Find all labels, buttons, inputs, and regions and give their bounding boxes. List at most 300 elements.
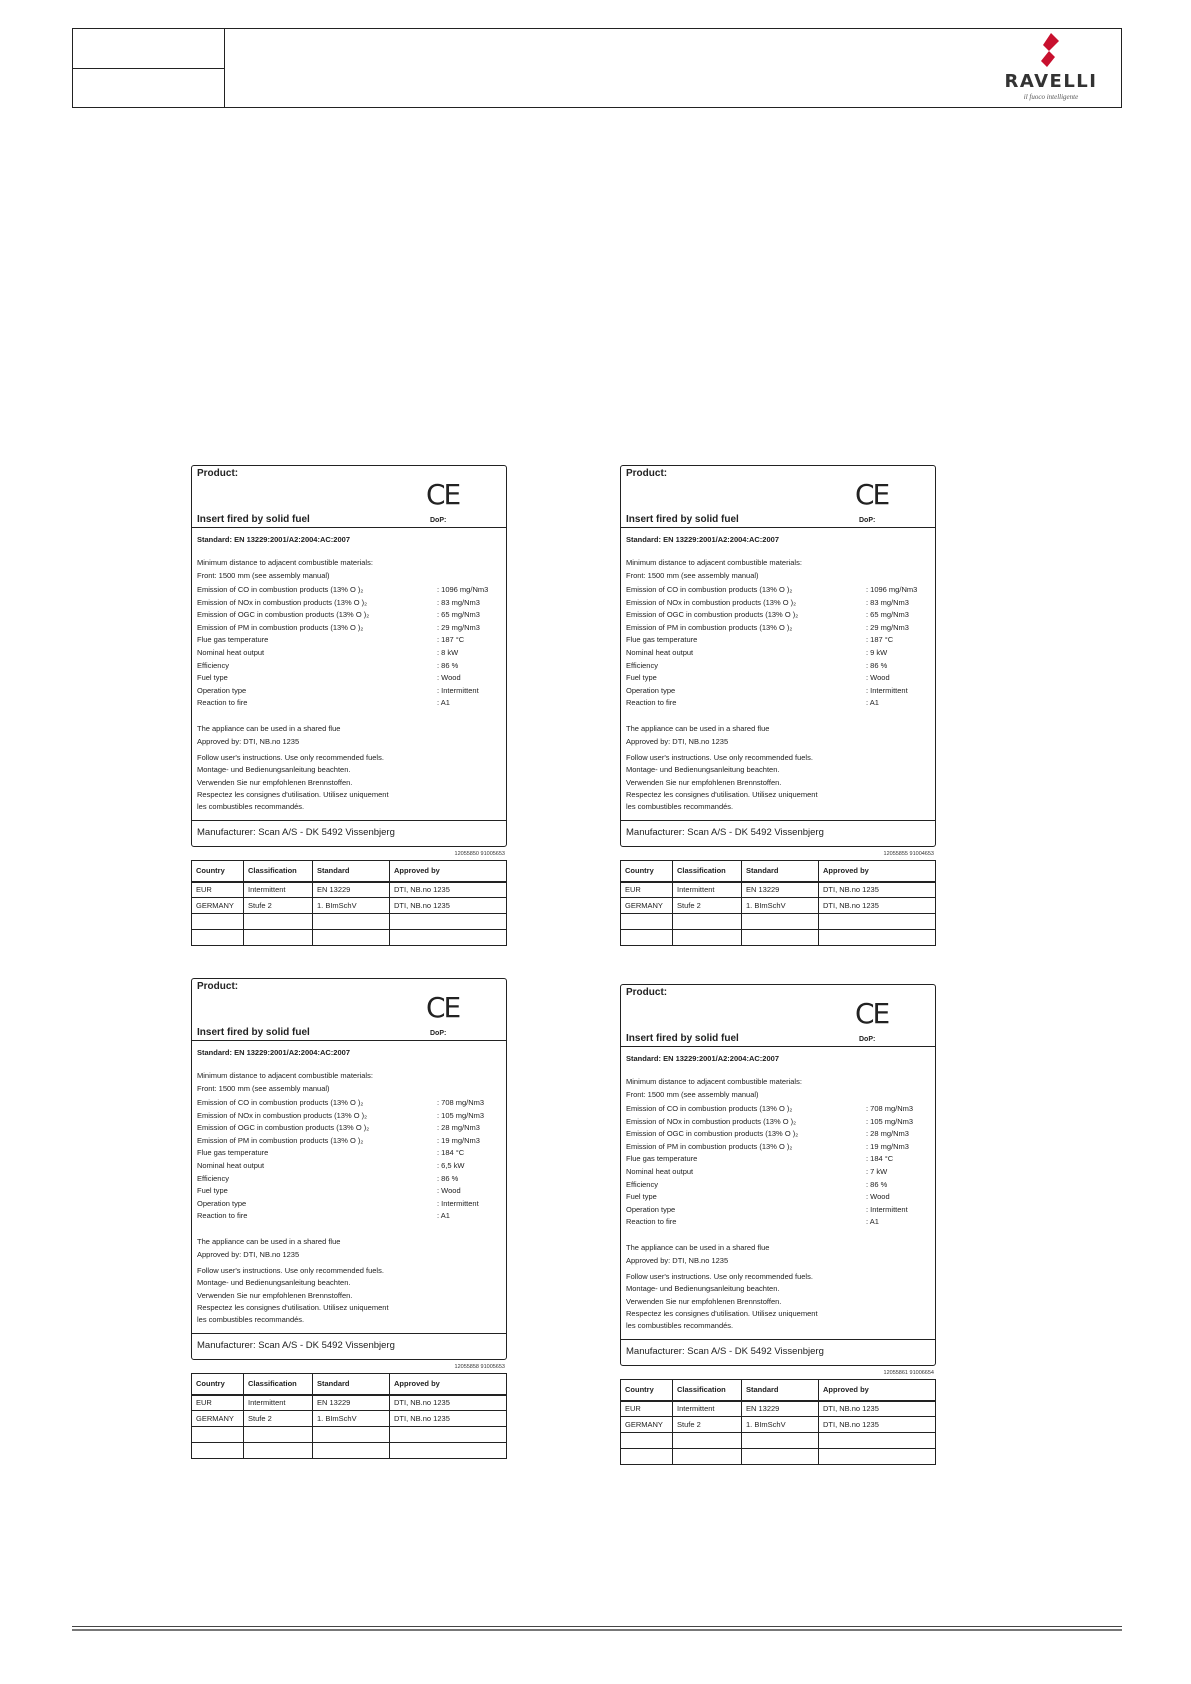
spec-row [626, 1153, 930, 1166]
table-cell [621, 914, 673, 930]
spec-label: Operation type [626, 1204, 676, 1214]
min-distance-title: Minimum distance to adjacent combustible materials: [626, 1077, 802, 1086]
front-distance: Front: 1500 mm (see assembly manual) [197, 1084, 330, 1093]
spec-label: Emission of OGC in combustion products (13% O )₂ [197, 610, 370, 620]
instruction-line: les combustibles recommandés. [197, 1315, 305, 1325]
approved-text: Approved by: DTI, NB.no 1235 [626, 1255, 729, 1265]
table-cell: EN 13229 [742, 882, 819, 898]
spec-value: : Intermittent [866, 1204, 908, 1214]
min-distance [192, 544, 506, 582]
column-header: Approved by [390, 1374, 507, 1395]
product-label-4 [614, 976, 942, 1470]
spec-row [197, 1147, 501, 1160]
instruction-line: Verwenden Sie nur empfohlenen Brennstoffen. [626, 1296, 782, 1306]
table-row [192, 882, 507, 898]
standard-text: Standard: EN 13229:2001/A2:2004:AC:2007 [197, 535, 350, 544]
serial-number: 12055850 91005653 [454, 851, 505, 857]
spec-label: Emission of PM in combustion products (13% O )₂ [197, 622, 364, 632]
table-cell: Intermittent [244, 1395, 313, 1411]
spec-value: : 9 kW [866, 647, 888, 657]
table-cell: Intermittent [673, 1401, 742, 1417]
column-header: Country [192, 1374, 244, 1395]
spec-row [626, 622, 930, 635]
table-cell [621, 1433, 673, 1449]
table-cell [313, 930, 390, 946]
approval-table [620, 860, 936, 946]
dop-label: DoP: [430, 517, 447, 524]
spec-row [197, 622, 501, 635]
column-header: Classification [244, 1374, 313, 1395]
spec-value: : Wood [437, 673, 461, 683]
table-row [621, 1401, 936, 1417]
table-cell: DTI, NB.no 1235 [819, 1401, 936, 1417]
table-cell: 1. BImSchV [313, 898, 390, 914]
spec-list [192, 1095, 506, 1223]
table-cell [819, 914, 936, 930]
spec-row [626, 685, 930, 698]
spec-value: : A1 [437, 698, 450, 708]
table-cell [390, 930, 507, 946]
spec-label: Operation type [626, 685, 676, 695]
spec-label: Emission of OGC in combustion products (13% O )₂ [626, 610, 799, 620]
spec-value: : 708 mg/Nm3 [866, 1104, 914, 1113]
ce-mark: CE [426, 991, 460, 1024]
spec-value: : 86 % [866, 660, 888, 670]
table-header-row [621, 861, 936, 882]
table-header-row [621, 1380, 936, 1401]
table-cell: GERMANY [621, 898, 673, 914]
table-cell [621, 1449, 673, 1465]
spec-label: Emission of NOx in combustion products (13% O )₂ [626, 597, 797, 607]
spec-value: : 184 °C [437, 1148, 465, 1158]
shared-flue-block [621, 1229, 935, 1267]
table-cell: 1. BImSchV [742, 1417, 819, 1433]
spec-row [197, 672, 501, 685]
product-type: Insert fired by solid fuel [197, 1027, 310, 1038]
spec-label: Fuel type [197, 673, 228, 683]
column-header: Standard [313, 1374, 390, 1395]
spec-label: Flue gas temperature [197, 1148, 269, 1158]
spec-row [197, 660, 501, 673]
spec-label: Nominal heat output [197, 1160, 265, 1170]
spec-row [626, 1116, 930, 1129]
spec-value: : 83 mg/Nm3 [866, 597, 909, 607]
table-header-row [192, 861, 507, 882]
spec-label: Emission of CO in combustion products (13% O )₂ [626, 1104, 793, 1113]
shared-flue-block [621, 710, 935, 748]
table-cell: Stufe 2 [244, 1411, 313, 1427]
table-cell: GERMANY [192, 898, 244, 914]
standard-text: Standard: EN 13229:2001/A2:2004:AC:2007 [197, 1048, 350, 1057]
spec-value: : Intermittent [437, 1198, 479, 1208]
table-cell: DTI, NB.no 1235 [390, 898, 507, 914]
table-cell: EUR [621, 882, 673, 898]
min-distance-title: Minimum distance to adjacent combustible materials: [197, 1071, 373, 1080]
table-cell [244, 930, 313, 946]
product-label: Product: [626, 987, 668, 998]
spec-value: : 184 °C [866, 1154, 894, 1164]
spec-row [626, 1128, 930, 1141]
min-distance [621, 544, 935, 582]
spec-value: : 7 kW [866, 1166, 888, 1176]
shared-flue-text: The appliance can be used in a shared flue [626, 723, 770, 733]
instruction-line: Respectez les consignes d'utilisation. Utilisez uniquement [626, 1308, 818, 1318]
instructions [192, 748, 506, 813]
table-cell [390, 914, 507, 930]
table-row [621, 914, 936, 930]
column-header: Approved by [819, 1380, 936, 1401]
instruction-line: Verwenden Sie nur empfohlenen Brennstoffen. [197, 1290, 353, 1300]
plate-heading [192, 979, 506, 1041]
instructions [621, 1267, 935, 1332]
table-cell [742, 1449, 819, 1465]
product-label: Product: [197, 981, 239, 992]
header-cell-bottom [73, 69, 225, 107]
brand-name: RAVELLI [1004, 71, 1098, 92]
rating-plate [191, 978, 507, 1360]
spec-value: : 29 mg/Nm3 [437, 622, 480, 632]
table-cell [819, 1449, 936, 1465]
table-cell [742, 930, 819, 946]
table-cell: EN 13229 [742, 1401, 819, 1417]
dop-label: DoP: [859, 1036, 876, 1043]
table-row [192, 1443, 507, 1459]
spec-row [626, 1204, 930, 1217]
table-cell: EUR [192, 1395, 244, 1411]
column-header: Classification [244, 861, 313, 882]
footer-rule [72, 1626, 1122, 1627]
product-label-3 [185, 970, 513, 1464]
spec-value: : 86 % [866, 1179, 888, 1189]
spec-label: Nominal heat output [626, 1166, 694, 1176]
table-cell: 1. BImSchV [742, 898, 819, 914]
table-cell: EN 13229 [313, 1395, 390, 1411]
standard-text: Standard: EN 13229:2001/A2:2004:AC:2007 [626, 535, 779, 544]
front-distance: Front: 1500 mm (see assembly manual) [197, 571, 330, 580]
table-cell [673, 914, 742, 930]
spec-row [197, 584, 501, 597]
spec-label: Flue gas temperature [626, 635, 698, 645]
table-cell: Stufe 2 [244, 898, 313, 914]
spec-row [197, 1198, 501, 1211]
page-header [72, 28, 1122, 108]
product-type: Insert fired by solid fuel [626, 514, 739, 525]
table-row [192, 930, 507, 946]
product-type: Insert fired by solid fuel [197, 514, 310, 525]
spec-label: Efficiency [626, 1179, 658, 1189]
spec-row [626, 1191, 930, 1204]
approval-table [191, 860, 507, 946]
min-distance-title: Minimum distance to adjacent combustible materials: [197, 558, 373, 567]
spec-row [197, 597, 501, 610]
approved-text: Approved by: DTI, NB.no 1235 [626, 736, 729, 746]
spec-value: : 8 kW [437, 647, 459, 657]
instruction-line: les combustibles recommandés. [626, 802, 734, 812]
column-header: Standard [313, 861, 390, 882]
spec-label: Flue gas temperature [626, 1154, 698, 1164]
spec-row [626, 584, 930, 597]
spec-value: : 187 °C [866, 635, 894, 645]
instruction-line: Montage- und Bedienungsanleitung beachten. [197, 1278, 351, 1288]
table-cell [244, 1427, 313, 1443]
instruction-line: Verwenden Sie nur empfohlenen Brennstoffen. [197, 777, 353, 787]
spec-label: Emission of CO in combustion products (13% O )₂ [626, 585, 793, 594]
table-cell [673, 930, 742, 946]
manufacturer: Manufacturer: Scan A/S - DK 5492 Vissenbjerg [192, 820, 506, 846]
table-cell: DTI, NB.no 1235 [819, 898, 936, 914]
approved-text: Approved by: DTI, NB.no 1235 [197, 736, 300, 746]
spec-label: Emission of OGC in combustion products (13% O )₂ [626, 1129, 799, 1139]
manufacturer: Manufacturer: Scan A/S - DK 5492 Vissenbjerg [621, 820, 935, 846]
table-header-row [192, 1374, 507, 1395]
manufacturer: Manufacturer: Scan A/S - DK 5492 Vissenbjerg [192, 1333, 506, 1359]
spec-row [197, 697, 501, 710]
front-distance: Front: 1500 mm (see assembly manual) [626, 1090, 759, 1099]
table-cell: DTI, NB.no 1235 [390, 1395, 507, 1411]
spec-row [197, 634, 501, 647]
table-cell: Intermittent [244, 882, 313, 898]
spec-row [626, 1179, 930, 1192]
table-cell: Stufe 2 [673, 898, 742, 914]
column-header: Standard [742, 861, 819, 882]
instruction-line: Montage- und Bedienungsanleitung beachten. [626, 1284, 780, 1294]
spec-row [197, 685, 501, 698]
table-cell: EUR [621, 1401, 673, 1417]
spec-label: Reaction to fire [197, 698, 248, 708]
spec-value: : 65 mg/Nm3 [866, 610, 909, 620]
spec-list [621, 582, 935, 710]
shared-flue-text: The appliance can be used in a shared flue [197, 1236, 341, 1246]
spec-label: Efficiency [197, 660, 229, 670]
table-cell: Stufe 2 [673, 1417, 742, 1433]
footer-rule-thick [72, 1629, 1122, 1631]
table-row [621, 882, 936, 898]
spec-label: Efficiency [626, 660, 658, 670]
instruction-line: Respectez les consignes d'utilisation. Utilisez uniquement [197, 789, 389, 799]
spec-label: Efficiency [197, 1173, 229, 1183]
rating-plate [620, 984, 936, 1366]
table-cell [673, 1433, 742, 1449]
table-row [621, 898, 936, 914]
spec-value: : 1096 mg/Nm3 [866, 585, 918, 594]
spec-row [626, 660, 930, 673]
spec-label: Emission of NOx in combustion products (13% O )₂ [197, 1110, 368, 1120]
spec-label: Reaction to fire [197, 1211, 248, 1221]
table-row [192, 898, 507, 914]
instruction-line: Verwenden Sie nur empfohlenen Brennstoffen. [626, 777, 782, 787]
product-label-2 [614, 457, 942, 951]
table-cell [742, 1433, 819, 1449]
instruction-line: Follow user's instructions. Use only recommended fuels. [626, 1271, 813, 1281]
dop-label: DoP: [430, 1030, 447, 1037]
shared-flue-block [192, 1223, 506, 1261]
table-cell [621, 930, 673, 946]
table-cell [313, 1443, 390, 1459]
instructions [192, 1261, 506, 1326]
spec-value: : Intermittent [866, 685, 908, 695]
table-row [621, 930, 936, 946]
ce-mark: CE [855, 478, 889, 511]
spec-value: : Wood [866, 673, 890, 683]
table-row [192, 914, 507, 930]
table-cell: DTI, NB.no 1235 [390, 882, 507, 898]
header-cell-top [73, 29, 225, 69]
approval-table [191, 1373, 507, 1459]
spec-label: Emission of CO in combustion products (13% O )₂ [197, 1098, 364, 1107]
plate-heading [621, 985, 935, 1047]
table-cell: EN 13229 [313, 882, 390, 898]
plate-heading [621, 466, 935, 528]
instruction-line: Respectez les consignes d'utilisation. Utilisez uniquement [626, 789, 818, 799]
spec-row [197, 1185, 501, 1198]
column-header: Classification [673, 1380, 742, 1401]
table-cell [390, 1427, 507, 1443]
spec-label: Fuel type [626, 673, 657, 683]
spec-row [626, 1103, 930, 1116]
table-row [621, 1433, 936, 1449]
table-cell: 1. BImSchV [313, 1411, 390, 1427]
spec-value: : 19 mg/Nm3 [437, 1135, 480, 1145]
spec-row [197, 1122, 501, 1135]
spec-row [626, 647, 930, 660]
column-header: Approved by [819, 861, 936, 882]
table-row [621, 1449, 936, 1465]
table-cell [244, 1443, 313, 1459]
instruction-line: Respectez les consignes d'utilisation. Utilisez uniquement [197, 1302, 389, 1312]
spec-row [197, 1097, 501, 1110]
table-row [192, 1395, 507, 1411]
spec-row [626, 634, 930, 647]
spec-label: Operation type [197, 1198, 247, 1208]
instruction-line: Follow user's instructions. Use only recommended fuels. [197, 752, 384, 762]
spec-value: : Intermittent [437, 685, 479, 695]
spec-label: Emission of CO in combustion products (13% O )₂ [197, 585, 364, 594]
table-cell: GERMANY [192, 1411, 244, 1427]
front-distance: Front: 1500 mm (see assembly manual) [626, 571, 759, 580]
standard-text: Standard: EN 13229:2001/A2:2004:AC:2007 [626, 1054, 779, 1063]
plate-heading [192, 466, 506, 528]
spec-row [626, 672, 930, 685]
approval-table [620, 1379, 936, 1465]
spec-value: : A1 [437, 1211, 450, 1221]
flame-icon [1037, 33, 1065, 69]
table-cell: EUR [192, 882, 244, 898]
min-distance-title: Minimum distance to adjacent combustible materials: [626, 558, 802, 567]
table-cell [313, 914, 390, 930]
min-distance [192, 1057, 506, 1095]
spec-label: Operation type [197, 685, 247, 695]
manufacturer: Manufacturer: Scan A/S - DK 5492 Vissenbjerg [621, 1339, 935, 1365]
product-label: Product: [197, 468, 239, 479]
ce-mark: CE [426, 478, 460, 511]
table-cell: Intermittent [673, 882, 742, 898]
table-cell: DTI, NB.no 1235 [819, 1417, 936, 1433]
dop-label: DoP: [859, 517, 876, 524]
spec-label: Fuel type [197, 1186, 228, 1196]
table-row [621, 1417, 936, 1433]
table-cell [192, 930, 244, 946]
table-row [192, 1427, 507, 1443]
product-label: Product: [626, 468, 668, 479]
instructions [621, 748, 935, 813]
serial-number: 12055855 91004653 [883, 851, 934, 857]
spec-label: Emission of NOx in combustion products (13% O )₂ [626, 1116, 797, 1126]
spec-value: : 187 °C [437, 635, 465, 645]
instruction-line: Follow user's instructions. Use only recommended fuels. [626, 752, 813, 762]
column-header: Country [621, 1380, 673, 1401]
spec-row [197, 609, 501, 622]
spec-label: Reaction to fire [626, 1217, 677, 1227]
spec-value: : Wood [866, 1192, 890, 1202]
spec-label: Nominal heat output [626, 647, 694, 657]
shared-flue-text: The appliance can be used in a shared flue [626, 1242, 770, 1252]
spec-label: Emission of OGC in combustion products (13% O )₂ [197, 1123, 370, 1133]
min-distance [621, 1063, 935, 1101]
spec-value: : Wood [437, 1186, 461, 1196]
spec-value: : 86 % [437, 660, 459, 670]
table-cell [742, 914, 819, 930]
ravelli-logo [1001, 33, 1101, 105]
spec-value: : 6,5 kW [437, 1160, 465, 1170]
spec-value: : 28 mg/Nm3 [437, 1123, 480, 1133]
spec-value: : 29 mg/Nm3 [866, 622, 909, 632]
table-cell [313, 1427, 390, 1443]
rating-plate [620, 465, 936, 847]
table-cell: GERMANY [621, 1417, 673, 1433]
approved-text: Approved by: DTI, NB.no 1235 [197, 1249, 300, 1259]
spec-row [626, 1216, 930, 1229]
instruction-line: Montage- und Bedienungsanleitung beachten. [197, 765, 351, 775]
spec-row [626, 597, 930, 610]
spec-value: : 65 mg/Nm3 [437, 610, 480, 620]
serial-number: 12055858 91005653 [454, 1364, 505, 1370]
column-header: Country [621, 861, 673, 882]
table-cell: DTI, NB.no 1235 [390, 1411, 507, 1427]
shared-flue-block [192, 710, 506, 748]
serial-number: 12055861 91006654 [883, 1370, 934, 1376]
table-cell [819, 930, 936, 946]
product-type: Insert fired by solid fuel [626, 1033, 739, 1044]
spec-value: : 105 mg/Nm3 [866, 1116, 914, 1126]
spec-label: Emission of PM in combustion products (13% O )₂ [626, 1141, 793, 1151]
spec-list [192, 582, 506, 710]
table-cell [390, 1443, 507, 1459]
brand-tagline: il fuoco intelligente [1023, 93, 1079, 101]
spec-row [197, 1135, 501, 1148]
spec-label: Emission of NOx in combustion products (13% O )₂ [197, 597, 368, 607]
instruction-line: les combustibles recommandés. [197, 802, 305, 812]
instruction-line: Montage- und Bedienungsanleitung beachten. [626, 765, 780, 775]
spec-value: : 19 mg/Nm3 [866, 1141, 909, 1151]
spec-value: : 28 mg/Nm3 [866, 1129, 909, 1139]
spec-value: : 83 mg/Nm3 [437, 597, 480, 607]
spec-label: Fuel type [626, 1192, 657, 1202]
spec-value: : 708 mg/Nm3 [437, 1098, 485, 1107]
spec-label: Emission of PM in combustion products (13% O )₂ [626, 622, 793, 632]
column-header: Country [192, 861, 244, 882]
spec-label: Nominal heat output [197, 647, 265, 657]
rating-plate [191, 465, 507, 847]
column-header: Classification [673, 861, 742, 882]
instruction-line: les combustibles recommandés. [626, 1321, 734, 1331]
ce-mark: CE [855, 997, 889, 1030]
instruction-line: Follow user's instructions. Use only recommended fuels. [197, 1265, 384, 1275]
table-row [192, 1411, 507, 1427]
spec-row [197, 1110, 501, 1123]
column-header: Approved by [390, 861, 507, 882]
table-cell [192, 914, 244, 930]
spec-list [621, 1101, 935, 1229]
